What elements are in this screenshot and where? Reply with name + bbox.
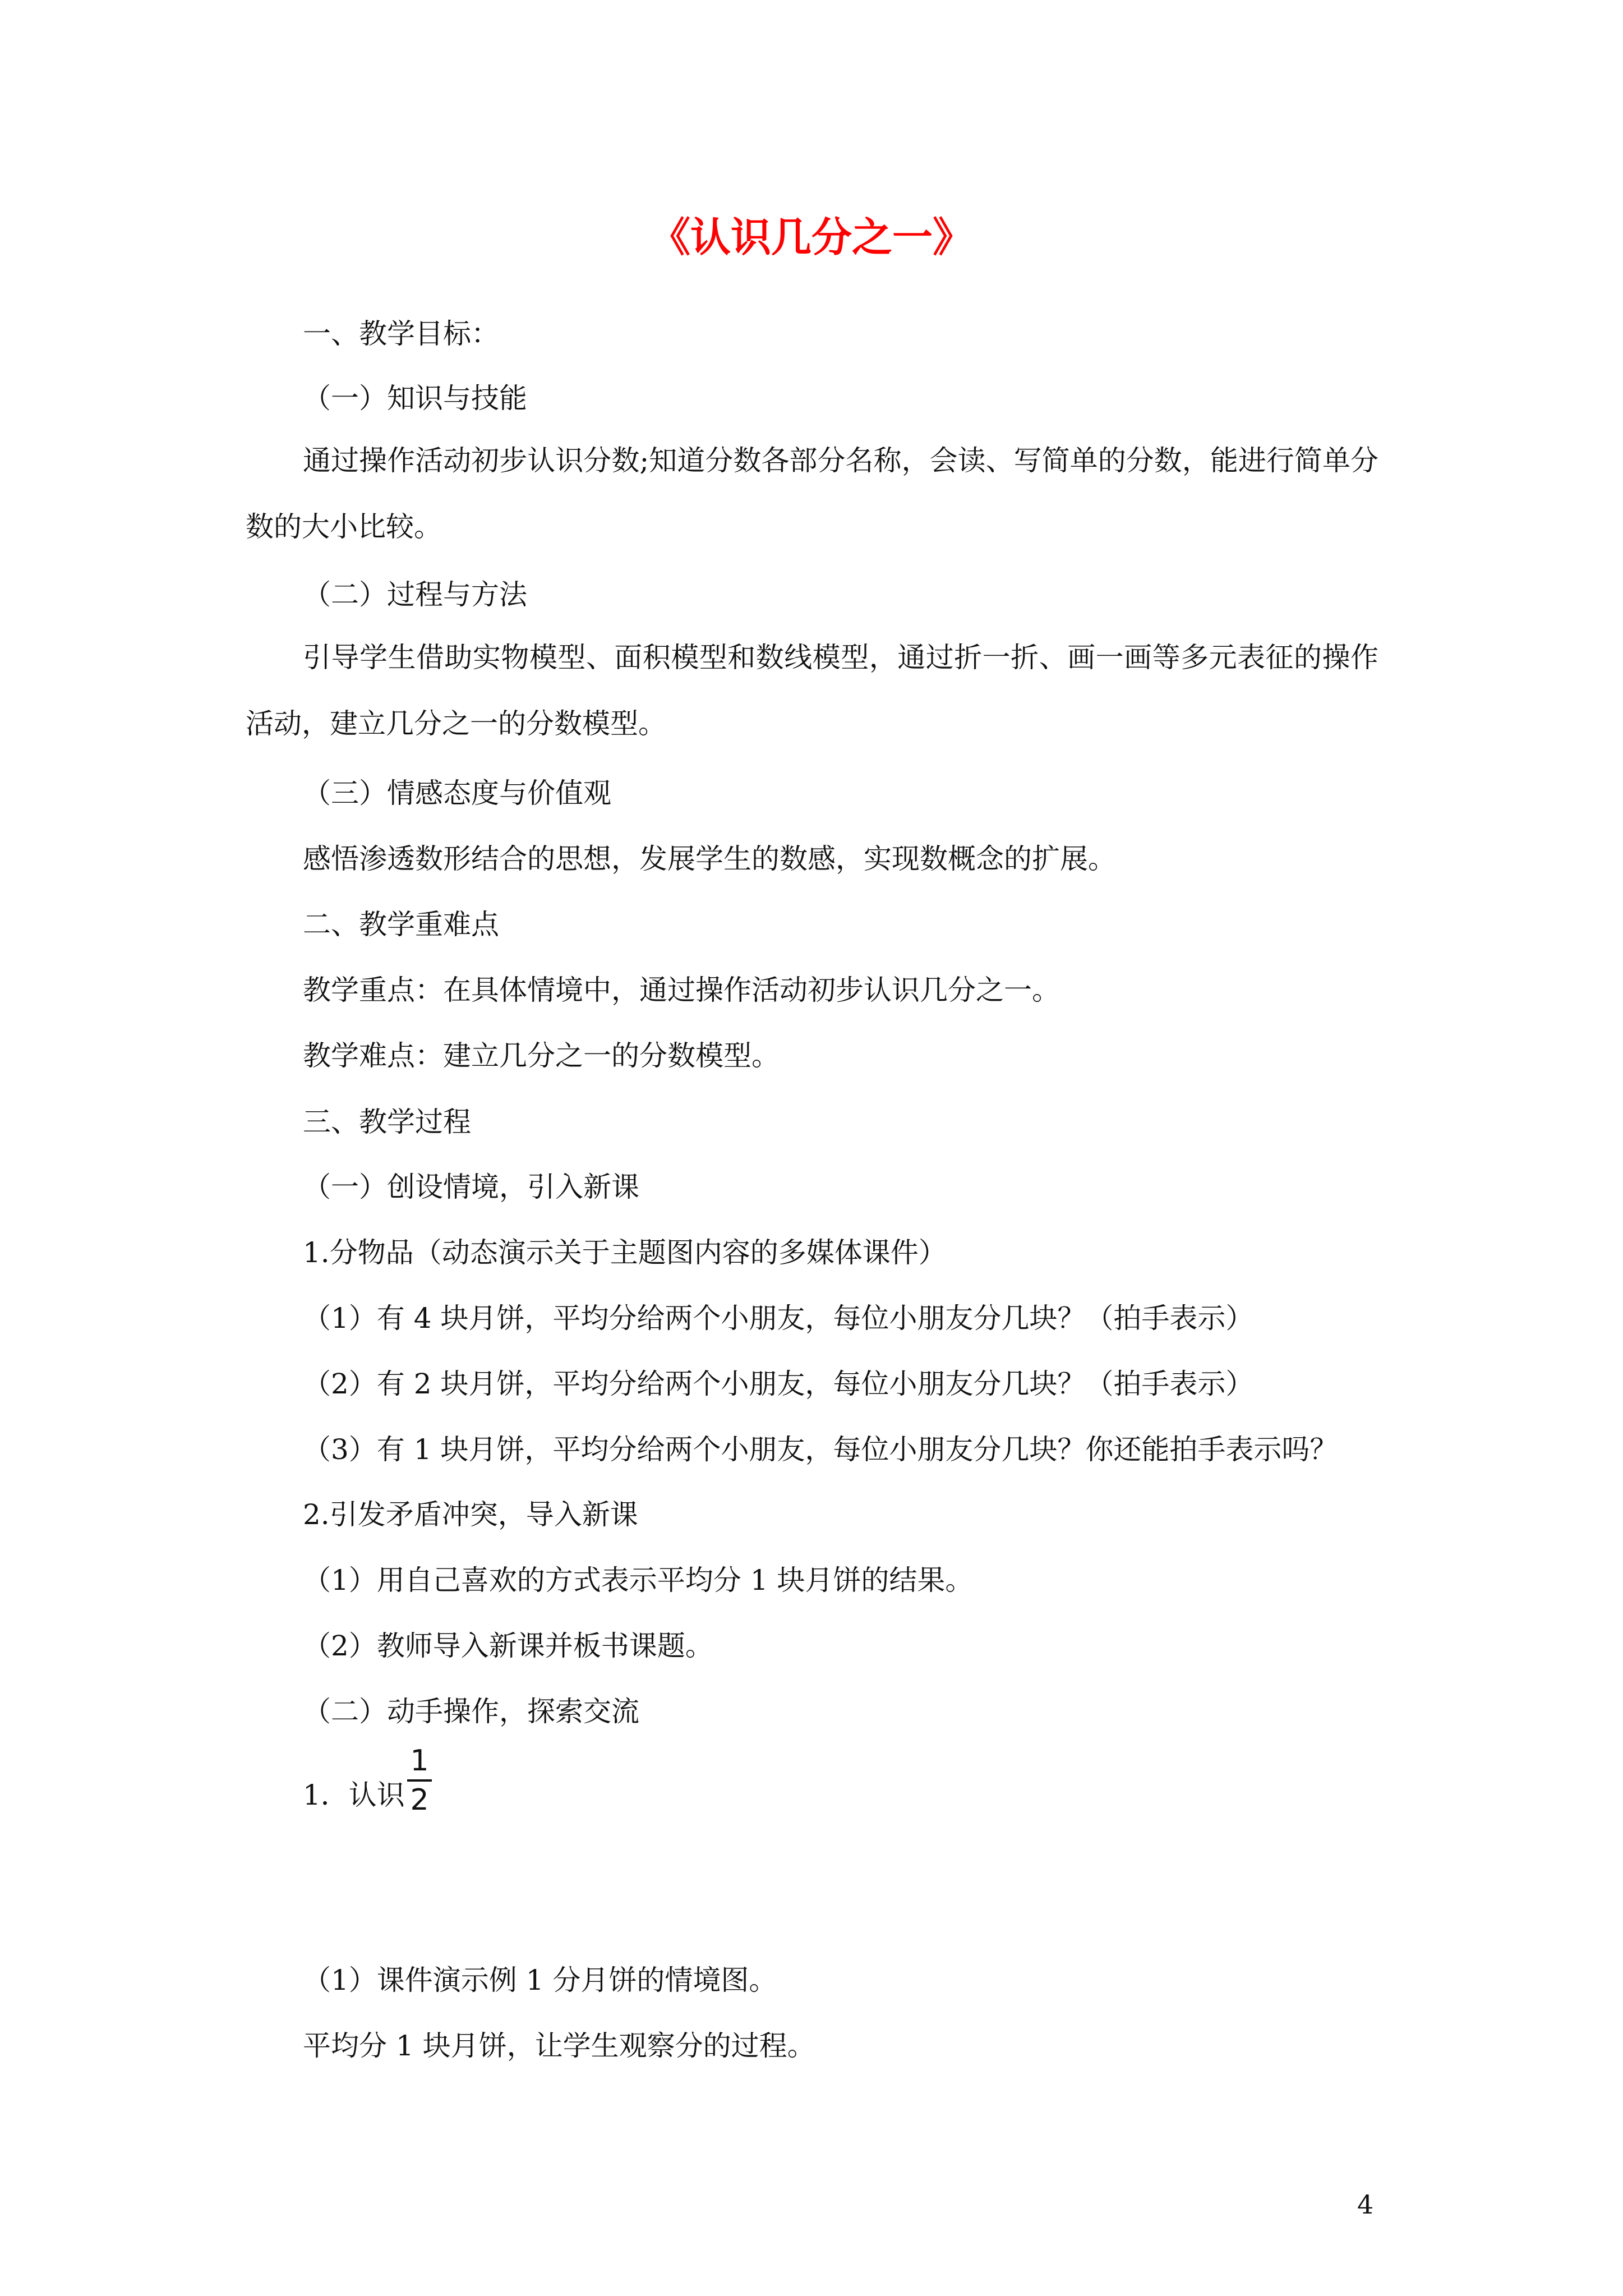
fraction-one-half	[403, 1743, 436, 1818]
question-2: （2）有 2 块月饼，平均分给两个小朋友，每位小朋友分几块？（拍手表示）	[303, 1368, 1254, 1400]
item-know-fraction-label: 1．认识	[303, 1779, 405, 1811]
question-3: （3）有 1 块月饼，平均分给两个小朋友，每位小朋友分几块？你还能拍手表示吗？	[303, 1433, 1338, 1466]
step-teacher-introduce: （2）教师导入新课并板书课题。	[303, 1630, 713, 1662]
step-courseware-demo: （1）课件演示例 1 分月饼的情境图。	[303, 1964, 777, 1996]
fraction-denominator: 2	[410, 1783, 429, 1817]
step-observe-division: 平均分 1 块月饼，让学生观察分的过程。	[303, 2030, 815, 2062]
question-1: （1）有 4 块月饼，平均分给两个小朋友，每位小朋友分几块？（拍手表示）	[303, 1302, 1254, 1335]
item-introduce-conflict: 2.引发矛盾冲突，导入新课	[303, 1498, 638, 1531]
page-number: 4	[1357, 2189, 1374, 2220]
item-distribute-goods: 1.分物品（动态演示关于主题图内容的多媒体课件）	[303, 1236, 947, 1269]
subheading-attitude-values: （三）情感态度与价值观	[303, 777, 611, 809]
subheading-hands-on: （二）动手操作，探索交流	[303, 1695, 639, 1728]
subheading-process-method: （二）过程与方法	[303, 578, 527, 611]
step-represent-result: （1）用自己喜欢的方式表示平均分 1 块月饼的结果。	[303, 1564, 974, 1596]
paragraph-knowledge-skills: 通过操作活动初步认识分数;知道分数各部分名称，会读、写简单的分数，能进行简单分数的大小比较。	[246, 444, 1378, 543]
paragraph-process-method: 引导学生借助实物模型、面积模型和数线模型，通过折一折、画一画等多元表征的操作活动，建立几分之一的分数模型。	[246, 641, 1378, 740]
section-heading-key-points: 二、教学重难点	[303, 908, 499, 941]
fraction-numerator: 1	[410, 1744, 429, 1778]
paragraph-attitude-values: 感悟渗透数形结合的思想，发展学生的数感，实现数概念的扩展。	[303, 843, 1116, 875]
subheading-create-situation: （一）创设情境，引入新课	[303, 1171, 639, 1203]
subheading-knowledge-skills: （一）知识与技能	[303, 382, 527, 415]
section-heading-process: 三、教学过程	[303, 1106, 471, 1138]
fraction-bar	[407, 1779, 432, 1782]
document-title: 《认识几分之一》	[649, 213, 973, 261]
section-heading-goals: 一、教学目标：	[303, 318, 499, 350]
paragraph-difficulty: 教学难点：建立几分之一的分数模型。	[303, 1039, 780, 1072]
paragraph-key-point: 教学重点：在具体情境中，通过操作活动初步认识几分之一。	[303, 974, 1060, 1006]
